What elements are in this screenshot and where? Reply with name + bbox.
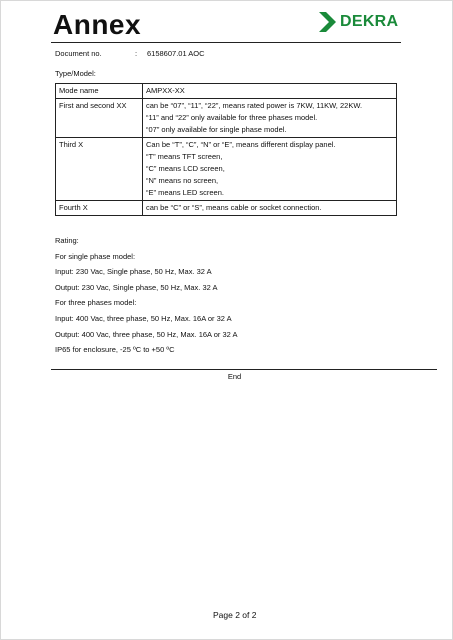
rating-section	[55, 233, 237, 358]
table-key: Mode name	[56, 84, 143, 99]
end-label: End	[227, 372, 242, 381]
table-value-line: “11” and “22” only available for three phases model.	[146, 113, 318, 122]
document-number-label: Document no.	[55, 49, 102, 58]
table-value	[143, 138, 397, 201]
table-value-line: AMPXX-XX	[146, 86, 185, 95]
table-value	[143, 84, 397, 99]
logo-text: DEKRA	[340, 13, 399, 30]
table-value-line: “07” only available for single phase model.	[146, 125, 287, 134]
table-row	[56, 138, 397, 201]
table-value-line: can be “07”, “11”, “22”, means rated power is 7KW, 11KW, 22KW.	[146, 101, 363, 110]
table-value-line: Can be “T”, “C”, “N” or “E”, means different display panel.	[146, 140, 336, 149]
page-number: Page 2 of 2	[213, 610, 257, 620]
table-row	[56, 201, 397, 216]
dekra-arrow-icon	[319, 12, 337, 32]
document-number-value: 6158607.01 AOC	[147, 49, 205, 58]
table-value-line: “T” means TFT screen,	[146, 152, 223, 161]
table-row	[56, 99, 397, 138]
table-value-line: “E” means LED screen.	[146, 188, 224, 197]
type-model-label: Type/Model:	[55, 69, 96, 78]
table-key: Third X	[56, 138, 143, 201]
table-row	[56, 84, 397, 99]
table-key: Fourth X	[56, 201, 143, 216]
rating-line: Output: 230 Vac, Single phase, 50 Hz, Max. 32 A	[55, 282, 218, 292]
type-model-table	[55, 83, 397, 216]
rating-line: Input: 230 Vac, Single phase, 50 Hz, Max. 32 A	[55, 267, 212, 277]
table-key: First and second XX	[56, 99, 143, 138]
rating-line: Output: 400 Vac, three phase, 50 Hz, Max. 16A or 32 A	[55, 329, 238, 339]
table-value-line: “C” means LCD screen,	[146, 164, 225, 173]
rating-heading: Rating:	[55, 236, 79, 245]
rating-line: For three phases model:	[55, 298, 137, 308]
page-title: Annex	[53, 9, 142, 40]
table-value	[143, 99, 397, 138]
document-number-colon: :	[135, 49, 138, 58]
rating-line: IP65 for enclosure, -25 ºC to +50 ºC	[55, 345, 175, 355]
header-divider	[51, 42, 401, 43]
table-value-line: can be “C” or “S”, means cable or socket connection.	[146, 203, 322, 212]
table-value-line: “N” means no screen,	[146, 176, 219, 185]
rating-line: Input: 400 Vac, three phase, 50 Hz, Max. 16A or 32 A	[55, 313, 232, 323]
end-divider	[51, 369, 437, 370]
dekra-logo	[319, 11, 398, 33]
table-value	[143, 201, 397, 216]
rating-line: For single phase model:	[55, 251, 136, 261]
